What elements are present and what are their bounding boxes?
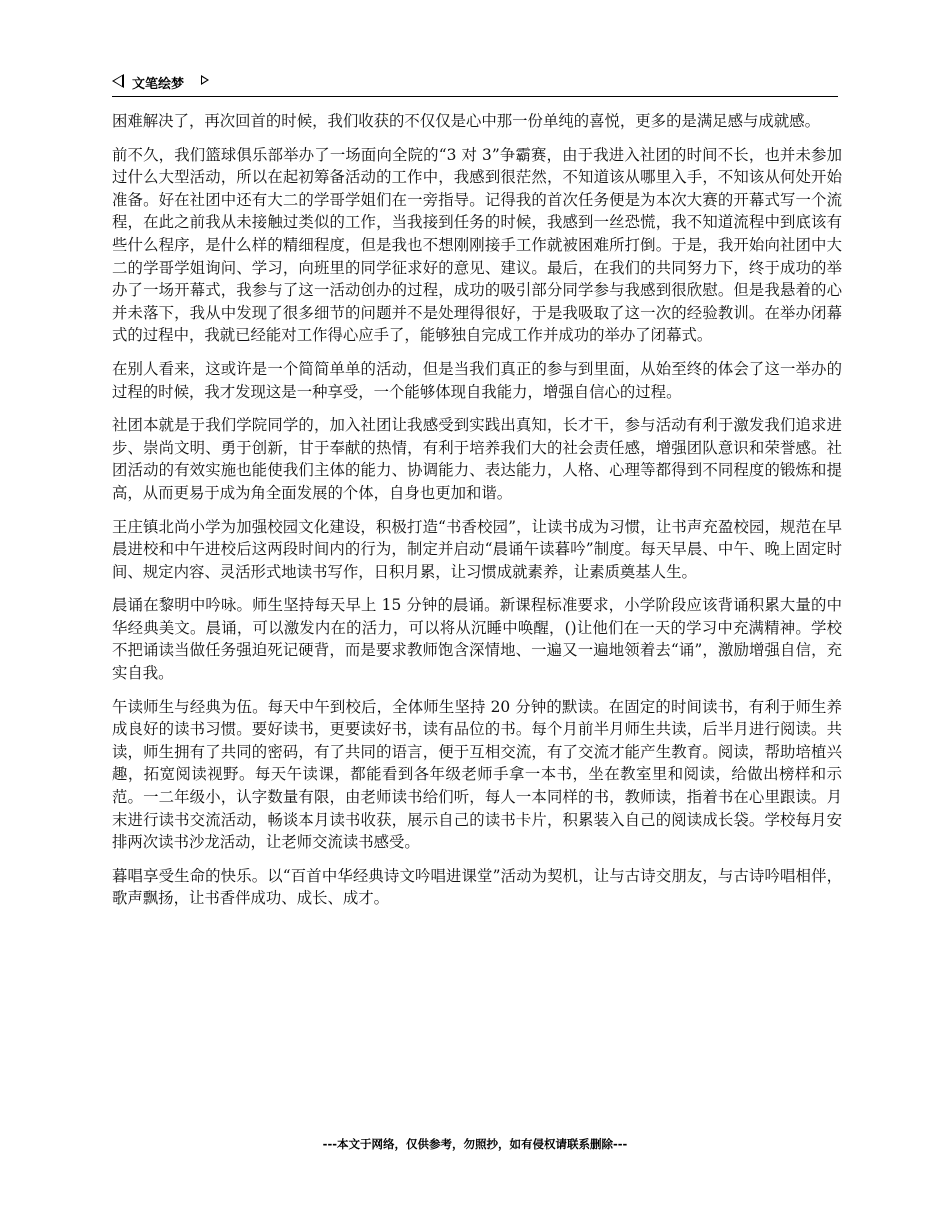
document-body	[112, 110, 842, 921]
header-title: 文笔绘梦	[132, 77, 185, 92]
page-header	[112, 70, 838, 97]
paragraph: 困难解决了，再次回首的时候，我们收获的不仅仅是心中那一份单纯的喜悦，更多的是满足感与成就感。	[112, 112, 820, 130]
triangle-right-icon	[201, 75, 209, 85]
paragraph: 前不久，我们篮球俱乐部举办了一场面向全院的“3 对 3”争霸赛，由于我进入社团的时间不长，也并未参加过什么大型活动，所以在起初筹备活动的工作中，我感到很茫然，不知道该从哪里入手，不知该从何处开始准备。好在社团中还有大二的学哥学姐们在一旁指导。记得我的首次任务便是为本次大赛的开幕式写一个流程，在此之前我从未接触过类似的工作，当我接到任务的时候，我感到一丝恐慌，我不知道流程中到底该有些什么程序，是什么样的精细程度，但是我也不想刚刚接手工作就被困难所打倒。于是，我开始向社团中大二的学哥学姐询问、学习，向班里的同学征求好的意见、建议。最后，在我们的共同努力下，终于成功的举办了一场开幕式，我参与了这一活动创办的过程，成功的吸引部分同学参与我感到很欣慰。但是我悬着的心并未落下，我从中发现了很多细节的问题并不是处理得很好，于是我吸取了这一次的经验教训。在举办闭幕式的过程中，我就已经能对工作得心应手了，能够独自完成工作并成功的举办了闭幕式。	[112, 145, 842, 345]
paragraph: 王庄镇北尚小学为加强校园文化建设，积极打造“书香校园”，让读书成为习惯，让书声充盈校园，规范在早晨进校和中午进校后这两段时间内的行为，制定并启动“晨诵午读暮吟”制度。每天早晨、中午、晚上固定时间、规定内容、灵活形式地读书写作，日积月累，让习惯成就素养，让素质奠基人生。	[112, 517, 842, 581]
triangle-left-icon	[112, 74, 124, 88]
paragraph: 晨诵在黎明中吟咏。师生坚持每天早上 15 分钟的晨诵。新课程标准要求，小学阶段应该背诵积累大量的中华经典美文。晨诵，可以激发内在的活力，可以将从沉睡中唤醒，()让他们在一天的学习中充满精神。学校不把诵读当做任务强迫死记硬背，而是要求教师饱含深情地、一遍又一遍地领着去“诵”，激励增强自信，充实自我。	[112, 596, 842, 683]
paragraph: 社团本就是于我们学院同学的，加入社团让我感受到实践出真知，长才干，参与活动有利于激发我们追求进步、崇尚文明、勇于创新，甘于奉献的热情，有利于培养我们大的社会责任感，增强团队意识和荣誉感。社团活动的有效实施也能使我们主体的能力、协调能力、表达能力，人格、心理等都得到不同程度的锻炼和提高，从而更易于成为角全面发展的个体，自身也更加和谐。	[112, 416, 842, 502]
paragraph: 暮唱享受生命的快乐。以“百首中华经典诗文吟唱进课堂”活动为契机，让与古诗交朋友，与古诗吟唱相伴，歌声飘扬，让书香伴成功、成长、成才。	[112, 866, 842, 908]
page-footer: ---本文于网络，仅供参考，勿照抄，如有侵权请联系删除---	[322, 1137, 628, 1151]
paragraph: 午读师生与经典为伍。每天中午到校后，全体师生坚持 20 分钟的默读。在固定的时间读书，有利于师生养成良好的读书习惯。要好读书，更要读好书，读有品位的书。每个月前半月师生共读，后半月进行阅读。共读，师生拥有了共同的密码，有了共同的语言，便于互相交流，有了交流才能产生教育。阅读，帮助培植兴趣，拓宽阅读视野。每天午读课，都能看到各年级老师手拿一本书，坐在教室里和阅读，给做出榜样和示范。一二年级小，认字数量有限，由老师读书给们听，每人一本同样的书，教师读，指着书在心里跟读。月末进行读书交流活动，畅谈本月读书收获，展示自己的读书卡片，积累装入自己的阅读成长袋。学校每月安排两次读书沙龙活动，让老师交流读书感受。	[112, 697, 842, 852]
paragraph: 在别人看来，这或许是一个简简单单的活动，但是当我们真正的参与到里面，从始至终的体会了这一举办的过程的时候，我才发现这是一种享受，一个能够体现自我能力，增强自信心的过程。	[112, 359, 842, 401]
